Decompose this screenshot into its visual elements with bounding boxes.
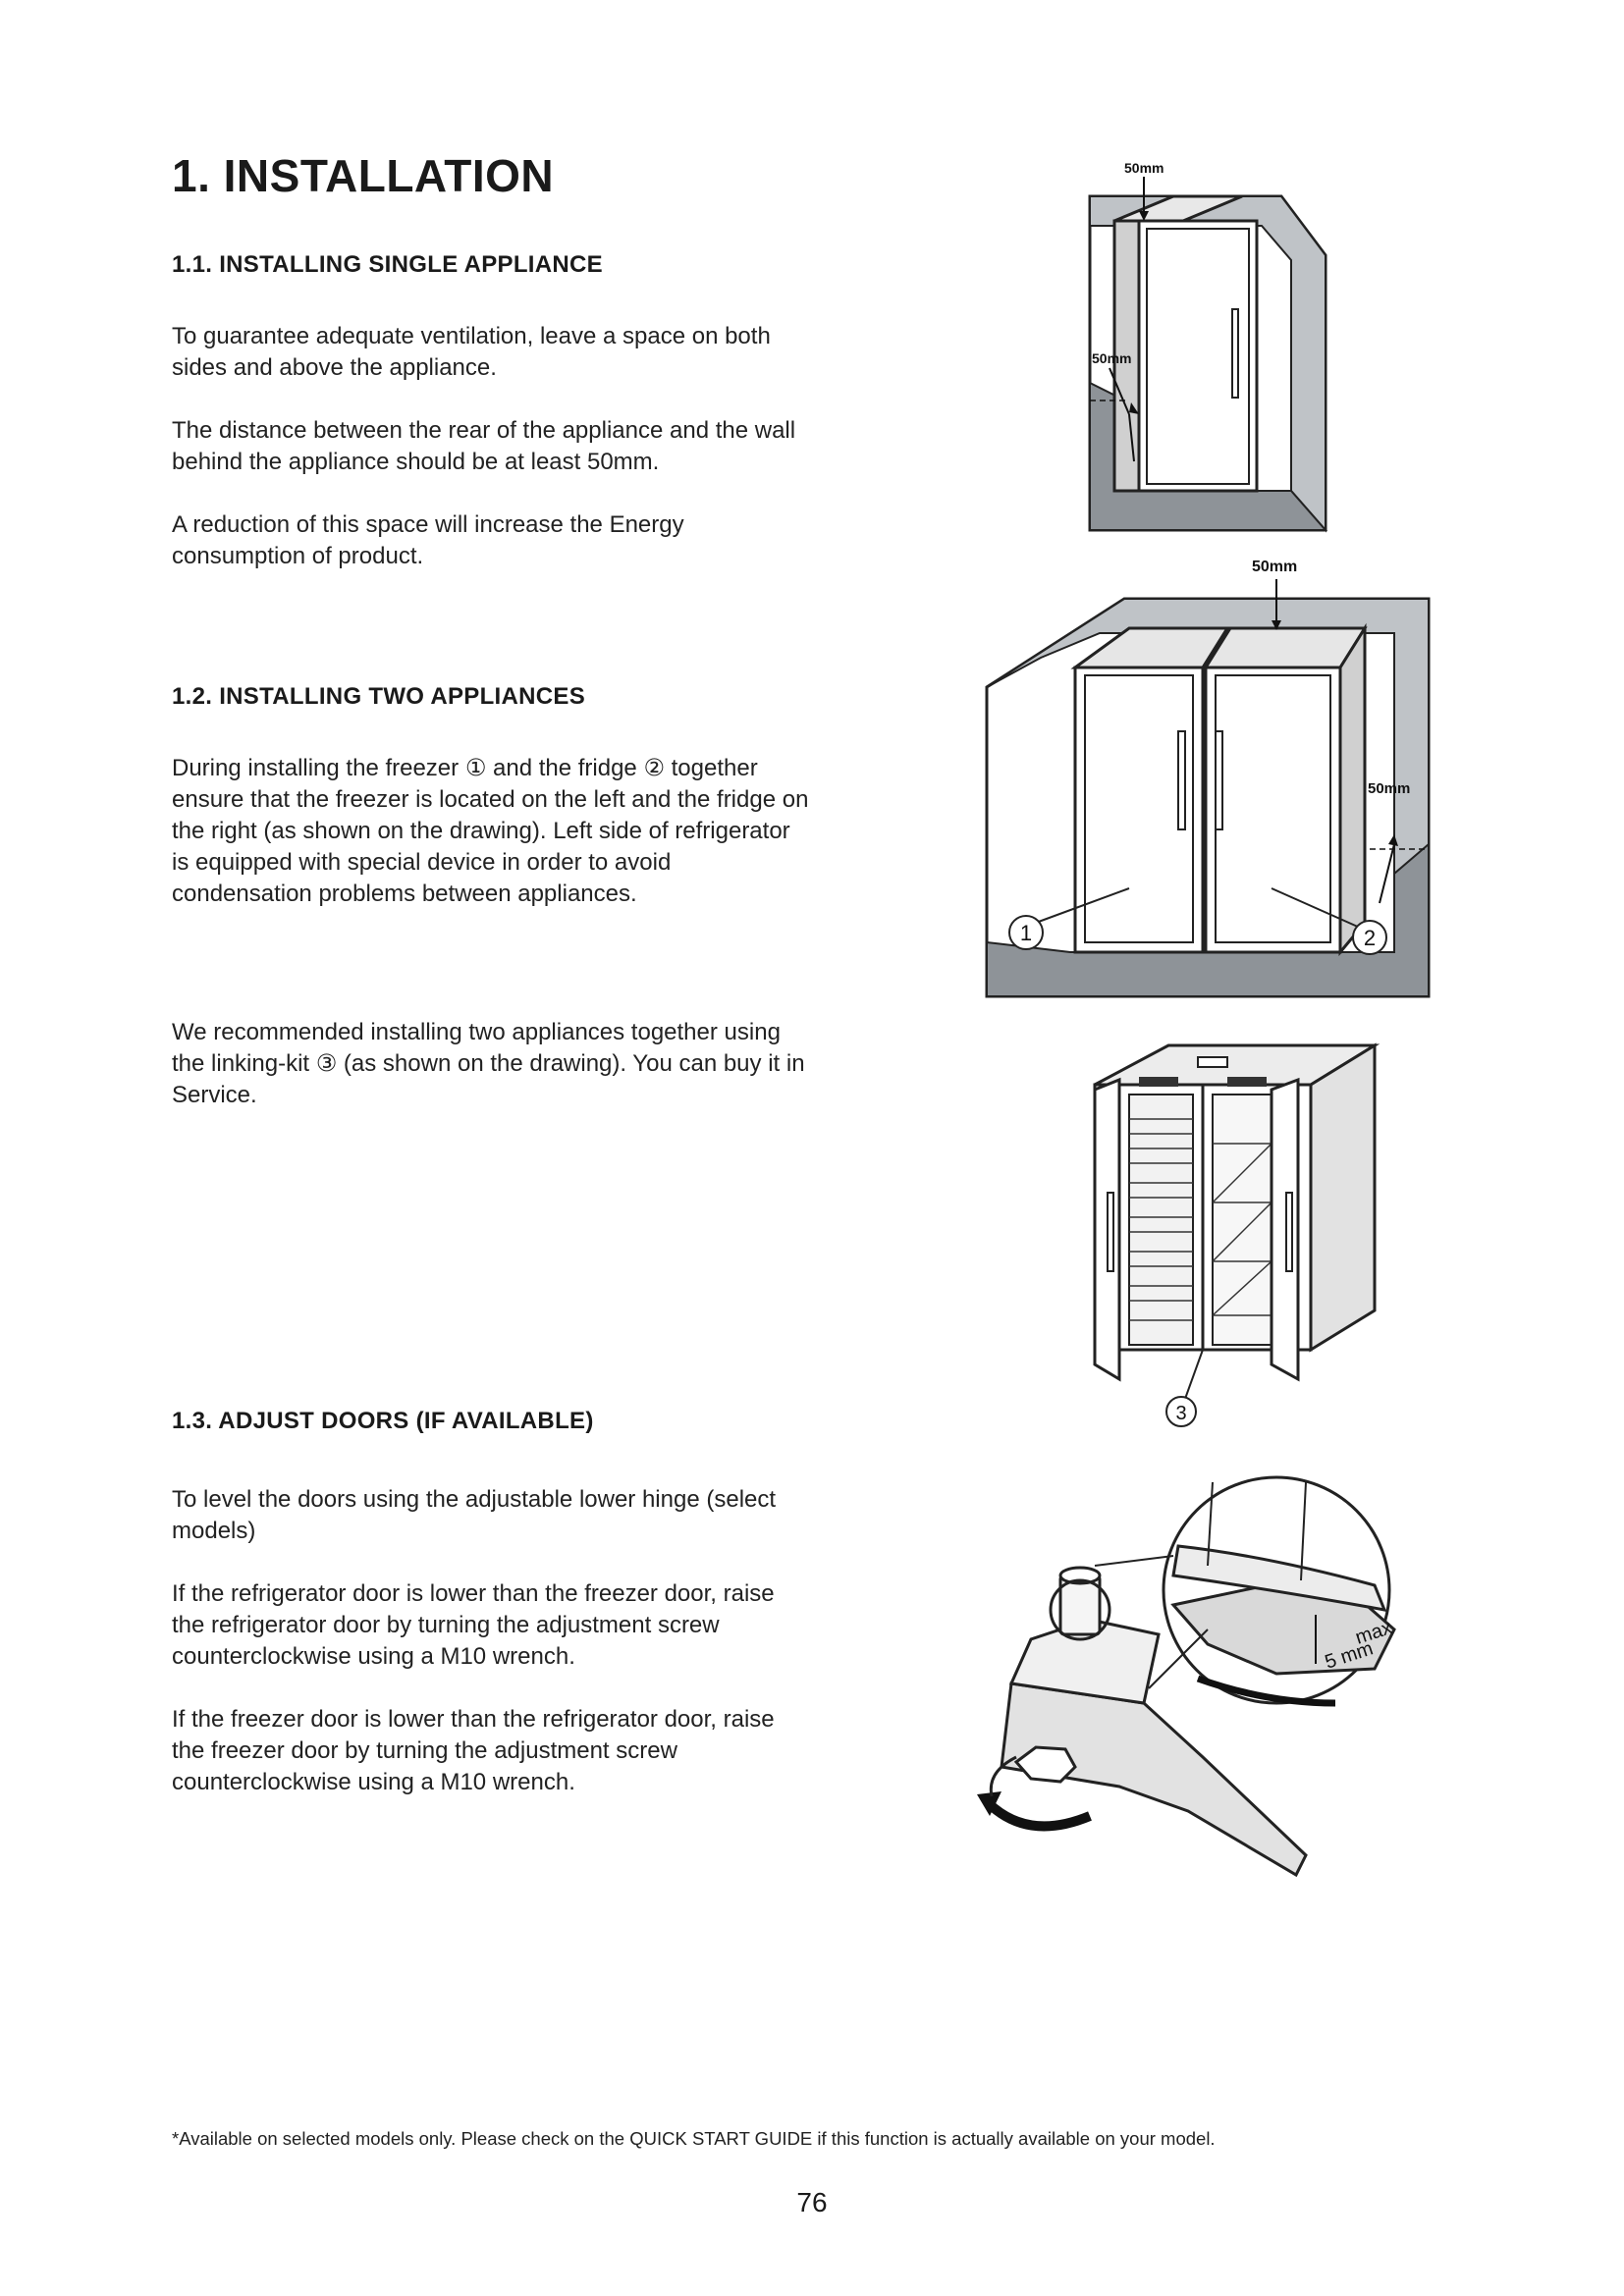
gap-value-label: 5 mm — [1322, 1637, 1377, 1674]
paragraph-ventilation: To guarantee adequate ventilation, leave a space on both sides and above the appliance. — [172, 323, 771, 381]
paragraph-level-doors: To level the doors using the adjustable lower hinge (select models) — [172, 1486, 777, 1544]
gap-label-rear: 50mm — [1368, 780, 1411, 797]
figure-single-appliance — [1070, 157, 1335, 540]
marker-freezer: 1 — [1019, 921, 1033, 945]
section-heading-installing-two: 1.2. INSTALLING TWO APPLIANCES — [172, 683, 586, 710]
paragraph-linking-kit: We recommended installing two appliances together using the linking-kit ③ (as shown on the drawing). You can buy it in Service. — [172, 1019, 805, 1108]
figure-door-hinge — [972, 1472, 1434, 1904]
marker-fridge: 2 — [1363, 926, 1377, 950]
paragraph-freezer-fridge-placement: During installing the freezer ① and the fridge ② together ensure that the freezer is located on the left and the fridge on the right (as shown on the drawing). Left side of refrigerator is equipped with special device in order to avoid condensation problems between appliances. — [172, 755, 809, 907]
page-title: 1. INSTALLATION — [172, 150, 555, 201]
section-heading-adjust-doors: 1.3. ADJUST DOORS (IF AVAILABLE) — [172, 1408, 594, 1434]
paragraph-energy: A reduction of this space will increase the Energy consumption of product. — [172, 511, 684, 569]
gap-label-top: 50mm — [1124, 160, 1164, 176]
paragraph-rear-distance: The distance between the rear of the appliance and the wall behind the appliance should be at least 50mm. — [172, 417, 796, 475]
max-label: max — [1352, 1617, 1395, 1649]
paragraph-refrigerator-door-lower: If the refrigerator door is lower than the freezer door, raise the refrigerator door by turning the adjustment screw counterclockwise using a M10 wrench. — [172, 1580, 775, 1670]
figure-two-appliances — [982, 550, 1434, 1001]
page-number: 76 — [796, 2187, 828, 2217]
gap-label-top: 50mm — [1252, 559, 1298, 575]
figure-linking-kit — [1080, 1036, 1384, 1438]
section-heading-installing-single: 1.1. INSTALLING SINGLE APPLIANCE — [172, 251, 603, 278]
marker-linking-kit: 3 — [1175, 1403, 1187, 1424]
gap-label-rear: 50mm — [1092, 350, 1132, 366]
paragraph-freezer-door-lower: If the freezer door is lower than the refrigerator door, raise the freezer door by turning the adjustment screw counterclockwise using a M10 wrench. — [172, 1706, 775, 1795]
footnote: *Available on selected models only. Please check on the QUICK START GUIDE if this function is actually available on your model. — [172, 2128, 1216, 2149]
